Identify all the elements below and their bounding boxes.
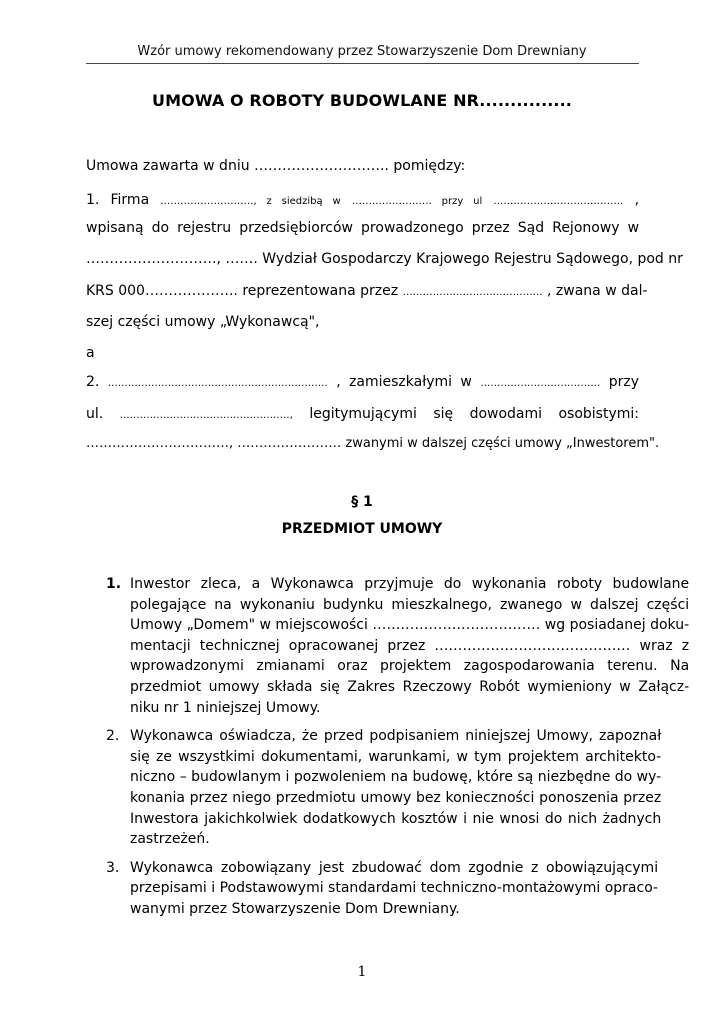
word: prowadzonego xyxy=(361,220,464,236)
document-title: UMOWA O ROBOTY BUDOWLANE NR............... xyxy=(152,91,572,110)
section1-list xyxy=(106,574,690,928)
word: przez xyxy=(471,220,510,236)
list-item xyxy=(106,726,662,850)
text-line: konania przez niego przedmiotu umowy bez konieczności ponoszenia przez xyxy=(130,789,662,806)
page-header: Wzór umowy rekomendowany przez Stowarzyszenie Dom Drewniany xyxy=(137,44,587,59)
party2-number: 2. xyxy=(86,374,100,390)
word: wpisaną xyxy=(86,220,144,236)
page-number: 1 xyxy=(357,964,367,980)
party1-called: , zwana w dal- xyxy=(547,283,648,299)
text-line: przepisami i Podstawowymi standardami techniczno-montażowymi opraco- xyxy=(130,880,659,897)
party1-line-3: ………………………., ……. Wydział Gospodarczy Krajowego Rejestru Sądowego, pod nr xyxy=(86,251,683,267)
word: Sąd xyxy=(517,220,545,236)
party2-residence-label: , zamieszkałymi w xyxy=(336,374,472,390)
party2-street: ……………………………………………, xyxy=(119,410,293,421)
item-text xyxy=(130,858,658,920)
item-text xyxy=(130,726,661,850)
text-line: Wykonawca zobowiązany jest zbudować dom zgodnie z obowiązującymi xyxy=(130,859,659,876)
item-number: 2. xyxy=(106,728,120,745)
text-line: Inwestor zleca, a Wykonawca przyjmuje do wykonania roboty budowlane xyxy=(130,576,690,592)
item-text xyxy=(130,574,689,718)
party2-names: ………………………………………………………… xyxy=(107,378,328,389)
party1-representative: …………………………………… xyxy=(402,287,543,298)
party1-line-1 xyxy=(86,192,639,208)
party1-line-2 xyxy=(86,220,639,236)
text-line: polegające na wykonaniu budynku mieszkalnego, zwanego w dalszej części xyxy=(130,596,690,613)
section-symbol: § 1 xyxy=(351,494,373,510)
word: przedsiębiorców xyxy=(239,220,353,236)
text-line: niku nr 1 niniejszej Umowy. xyxy=(130,699,321,716)
text-line: Wykonawca oświadcza, że przed podpisaniem niniejszej Umowy, zapoznał xyxy=(130,728,662,745)
party1-firm-label: 1. Firma xyxy=(86,192,150,208)
text-line: niczno – budowlanym i pozwoleniem na budowę, które są niezbędne do wy- xyxy=(130,769,662,786)
party2-street-label: przy xyxy=(608,374,640,390)
word: ul. xyxy=(86,406,104,422)
party1-line-5: szej części umowy „Wykonawcą", xyxy=(86,314,320,330)
word: do xyxy=(151,220,170,236)
word: się xyxy=(433,406,454,422)
party1-street: ………………………………… xyxy=(493,196,624,207)
list-item xyxy=(106,858,659,920)
text-line: Inwestora jakichkolwiek dodatkowych kosztów i nie wnosi do nich żadnych xyxy=(130,810,662,827)
text-line: się ze wszystkimi dokumentami, warunkami, w tym projektem architekto- xyxy=(130,748,662,765)
date-line: Umowa zawarta w dniu ……………………….. pomiędzy: xyxy=(86,158,466,174)
party1-street-label: …………………… przy ul xyxy=(351,196,483,207)
party1-line-4 xyxy=(86,283,648,299)
party1-seat: ………………………., z siedzibą w xyxy=(160,196,341,207)
text-line: Umowy „Domem" w miejscowości ……………………………… wg posiadanej doku- xyxy=(130,617,690,634)
party2-line-1 xyxy=(86,374,639,390)
text-line: wprowadzonymi zmianami oraz projektem zagospodarowania terenu. Na xyxy=(130,658,690,675)
party2-residence: ……………………………… xyxy=(480,378,601,389)
conjunction: a xyxy=(86,345,95,361)
text-line: zastrzeżeń. xyxy=(130,831,210,848)
word: Rejonowy xyxy=(552,220,620,236)
text-line: wanymi przez Stowarzyszenie Dom Drewniany. xyxy=(130,900,460,917)
word: w xyxy=(627,220,640,236)
party1-krs: KRS 000……………….. reprezentowana przez xyxy=(86,283,399,299)
list-item xyxy=(106,574,690,718)
party1-comma: , xyxy=(634,192,640,208)
text-line: mentacji technicznej opracowanej przez …………………………………… wraz z xyxy=(130,637,690,654)
word: rejestru xyxy=(177,220,232,236)
section-heading: PRZEDMIOT UMOWY xyxy=(281,521,443,537)
word: legitymującymi xyxy=(309,406,417,422)
party2-line-2 xyxy=(86,406,639,422)
item-number: 3. xyxy=(106,859,120,876)
party2-line-3: ……………………………, …………………… zwanymi w dalszej części umowy „Inwestorem". xyxy=(86,436,660,451)
item-number: 1. xyxy=(106,576,122,592)
text-line: przedmiot umowy składa się Zakres Rzeczowy Robót wymieniony w Załącz- xyxy=(130,678,690,695)
word: osobistymi: xyxy=(558,406,639,422)
word: dowodami xyxy=(469,406,543,422)
header-divider xyxy=(86,63,639,64)
